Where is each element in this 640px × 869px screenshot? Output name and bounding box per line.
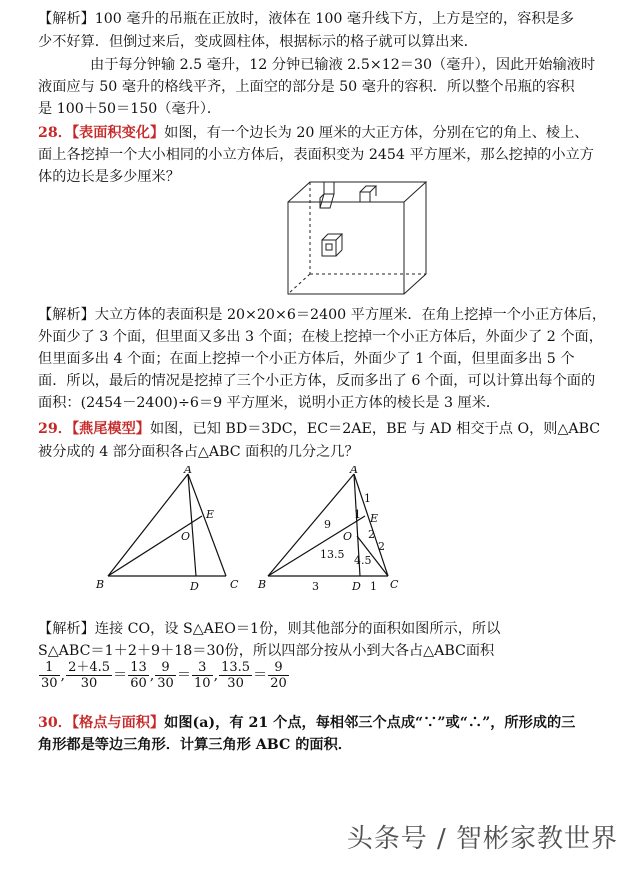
sol27-line-5: 是 100＋50＝150（毫升）．	[38, 101, 222, 117]
sol28-line-4: 面．所以，最后的情况是挖掉了三个小正方体，反而多出了 6 个面，可以计算出每个面的	[38, 373, 596, 389]
sol27-line-4: 液面应与 50 毫升的格线平齐，上面空的部分是 50 毫升的容积．所以整个吊瓶的容积	[38, 79, 575, 95]
fraction-4	[192, 660, 213, 691]
label-o: O	[181, 530, 191, 543]
fraction-separator: ＝	[176, 667, 192, 684]
fraction-1	[66, 660, 112, 691]
fraction-denominator: 60	[130, 676, 147, 691]
q30-line-2: 角形都是等边三角形．计算三角形 ABC 的面积．	[38, 737, 352, 753]
fraction-denominator: 10	[194, 676, 211, 691]
watermark: 头条号 / 智彬家教世界	[346, 824, 618, 854]
fraction-denominator: 20	[270, 676, 287, 691]
corner-notch-top	[360, 186, 376, 192]
fraction-numerator: 3	[192, 660, 213, 676]
label-o: O	[343, 530, 353, 543]
sol27-line-1: 【解析】100 毫升的吊瓶在正放时，液体在 100 毫升线下方，上方是空的，容积是多	[38, 11, 574, 27]
fraction-separator: ＝	[113, 667, 128, 684]
fraction-denominator: 30	[157, 676, 174, 691]
q30-tag: 【格点与面积】	[71, 715, 165, 731]
fraction-numerator: 9	[155, 660, 176, 676]
sol28-line-3: 但里面多出 4 个面；在面上挖掉一个小正方体后，外面少了 1 个面，但里面多出 5 个	[38, 351, 575, 367]
segment-1: 1	[370, 580, 377, 593]
fraction-3	[155, 660, 176, 691]
segment-3: 3	[312, 580, 319, 593]
face-notch-inner	[326, 244, 332, 250]
label-a: A	[350, 466, 358, 476]
fraction-denominator: 30	[80, 676, 98, 691]
fraction-denominator: 30	[41, 676, 58, 691]
sol28-line-2: 外面少了 3 个面，但里面又多出 3 个面；在棱上挖掉一个小正方体后，外面少了 2 个面，	[38, 329, 603, 345]
q30-number: 30．	[38, 715, 72, 731]
q30-text-1: 如图(a)，有 21 个点，每相邻三个点成“∵”或“∴”，所形成的三	[164, 715, 576, 731]
area-2-outer: 2	[378, 540, 385, 553]
label-d: D	[352, 580, 361, 593]
triangle-figure-right	[254, 466, 414, 596]
sol29-fractions	[38, 660, 290, 691]
fraction-5	[219, 660, 252, 691]
side-ab	[108, 474, 191, 576]
area-9: 9	[324, 518, 331, 531]
label-a: A	[184, 466, 192, 476]
fraction-separator: ,	[60, 667, 66, 684]
fraction-0	[39, 660, 60, 691]
q30-line-1	[38, 714, 575, 732]
area-1-top: 1	[364, 492, 371, 505]
q28-line-1	[38, 124, 588, 142]
fraction-numerator: 2＋4.5	[68, 660, 111, 675]
fraction-numerator: 9	[268, 660, 289, 676]
face-notch	[322, 240, 336, 256]
sol29-line-1: 【解析】连接 CO，设 S△AEO＝1份，则其他部分的面积如图所示，所以	[38, 621, 501, 637]
q28-number: 28．	[38, 125, 72, 141]
sol28-line-5: 面积：(2454－2400)÷6＝9 平方厘米，说明小正方体的棱长是 3 厘米．	[38, 395, 501, 411]
fraction-separator: ,	[149, 667, 155, 684]
q28-line-3: 体的边长是多少厘米？	[38, 169, 180, 185]
cube-front-face	[288, 202, 404, 294]
label-b: B	[96, 578, 105, 591]
label-b: B	[258, 578, 267, 591]
sol27-line-2: 少不好算．但倒过来后，变成圆柱体，根据标示的格子就可以算出来．	[38, 34, 478, 50]
area-1-mid: 1	[354, 508, 361, 521]
q29-line-2: 被分成的 4 部分面积各占△ABC 面积的几分之几？	[38, 444, 359, 460]
label-c: C	[230, 578, 239, 591]
face-notch-top	[322, 234, 342, 240]
area-2-inner: 2	[368, 528, 375, 541]
segment-ad	[188, 474, 196, 576]
triangle-figure-left	[88, 466, 248, 596]
q29-text-1: 如图，已知 BD＝3DC，EC＝2AE，BE 与 AD 相交于点 O，则△ABC	[149, 421, 601, 437]
sol28-line-1: 【解析】大立方体的表面积是 20×20×6＝2400 平方厘米．在角上挖掉一个小正方体后，	[38, 307, 607, 323]
label-d: D	[190, 580, 199, 593]
q28-text-1: 如图，有一个边长为 20 厘米的大正方体，分别在它的角上、棱上、	[164, 125, 589, 141]
fraction-numerator: 13.5	[221, 660, 251, 675]
cube-hidden-edges	[288, 182, 426, 294]
corner-notch	[360, 192, 370, 202]
label-e: E	[370, 512, 379, 525]
q28-tag: 【表面积变化】	[71, 125, 165, 141]
q29-line-1	[38, 420, 600, 438]
q29-tag: 【燕尾模型】	[71, 421, 150, 437]
fraction-2	[128, 660, 149, 691]
label-e: E	[206, 508, 215, 521]
segment-be	[108, 516, 202, 576]
sol29-line-2: S△ABC＝1＋2＋9＋18＝30份，所以四部分按从小到大各占△ABC面积	[38, 643, 495, 659]
side-ac	[188, 474, 226, 576]
fraction-separator: ＝	[253, 667, 268, 684]
fraction-denominator: 30	[227, 676, 244, 691]
sol27-line-3: 由于每分钟输 2.5 毫升，12 分钟已输液 2.5×12＝30（毫升），因此开始输液时	[90, 57, 596, 73]
q28-line-2: 面上各挖掉一个大小相同的小立方体后，表面积变为 2454 平方厘米，那么挖掉的小立方	[38, 147, 594, 163]
area-13-5: 13.5	[320, 548, 345, 561]
cube-figure	[270, 178, 430, 298]
fraction-separator: ,	[213, 667, 219, 684]
segment-be	[268, 516, 365, 576]
fraction-numerator: 1	[39, 660, 60, 676]
q29-number: 29．	[38, 421, 72, 437]
fraction-numerator: 13	[130, 660, 147, 675]
label-c: C	[390, 578, 399, 591]
face-notch-edge	[336, 250, 342, 256]
edge-notch	[324, 182, 334, 194]
fraction-6	[268, 660, 289, 691]
area-4-5: 4.5	[354, 554, 372, 567]
cube-top-face	[288, 182, 426, 202]
